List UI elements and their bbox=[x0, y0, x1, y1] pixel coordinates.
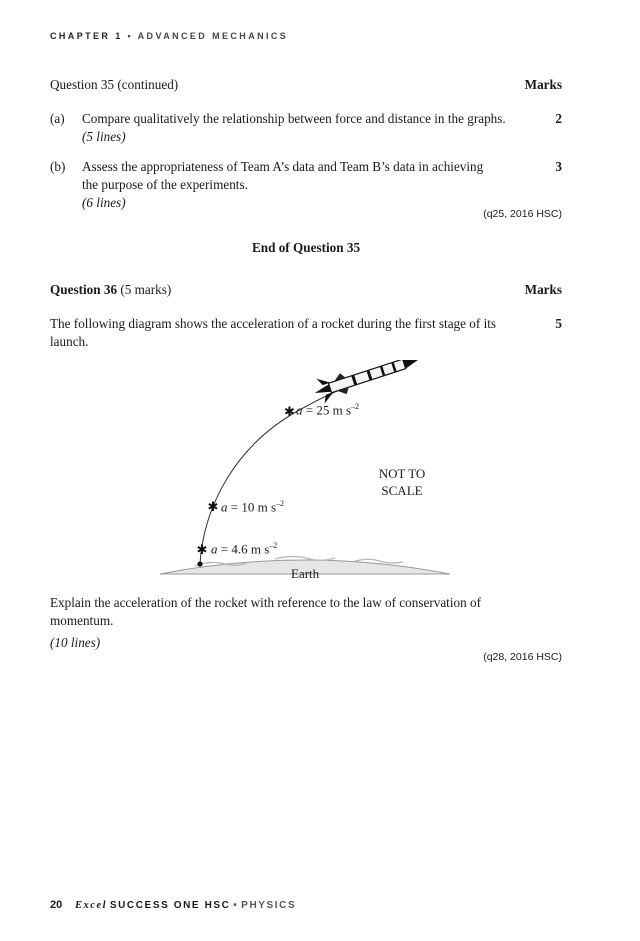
part-b-text-line1: Assess the appropriateness of Team A’s data and Team B’s data in achieving bbox=[82, 159, 484, 174]
q35-end: End of Question 35 bbox=[251, 240, 361, 255]
accel-label-top bbox=[296, 402, 359, 418]
not-to-scale-line2: SCALE bbox=[381, 483, 423, 498]
part-a-text: Compare qualitatively the relationship between force and distance in the graphs. bbox=[82, 111, 506, 126]
accel-mid-value: = 10 m s bbox=[227, 499, 277, 515]
part-a-marks: 2 bbox=[555, 111, 562, 126]
accel-mid-exponent: –2 bbox=[276, 499, 285, 508]
q35-part-b bbox=[50, 158, 562, 212]
accel-top-value: = 25 m s bbox=[302, 402, 352, 418]
footer-series: SUCCESS ONE HSC bbox=[109, 900, 231, 911]
brand-excel: Excel bbox=[75, 900, 108, 911]
q35-title: Question 35 (continued) bbox=[50, 77, 179, 92]
footer-separator: • bbox=[233, 900, 239, 911]
q36-intro-line1: The following diagram shows the acceleration of a rocket during the first stage of its bbox=[50, 316, 497, 331]
part-b-label: (b) bbox=[50, 159, 66, 174]
q36-intro bbox=[50, 315, 562, 351]
page-number: 20 bbox=[50, 899, 63, 911]
q35-marks-label: Marks bbox=[524, 77, 562, 92]
q36-title-marks: (5 marks) bbox=[117, 282, 172, 297]
q35-header bbox=[50, 76, 562, 94]
part-a-label: (a) bbox=[50, 111, 65, 126]
accel-low-exponent: –2 bbox=[269, 541, 278, 550]
q36-lines: (10 lines) bbox=[50, 635, 101, 650]
q36-question bbox=[50, 594, 562, 630]
chapter-label: CHAPTER 1 bbox=[50, 31, 123, 41]
footer-subject: PHYSICS bbox=[241, 900, 297, 911]
rocket-icon bbox=[311, 360, 424, 405]
chapter-section-label: ADVANCED MECHANICS bbox=[137, 31, 289, 41]
not-to-scale-line1: NOT TO bbox=[378, 466, 426, 481]
q36-marks-label: Marks bbox=[524, 282, 562, 297]
rocket-diagram bbox=[155, 360, 465, 585]
earth-label: Earth bbox=[291, 566, 320, 581]
part-a-lines: (5 lines) bbox=[82, 129, 126, 144]
q36-intro-line2: launch. bbox=[50, 334, 89, 349]
accel-top-symbol: a bbox=[296, 402, 303, 418]
q36-header bbox=[50, 281, 562, 299]
q36-question-line1: Explain the acceleration of the rocket with reference to the law of conservation of bbox=[50, 595, 481, 610]
part-b-text-line2: the purpose of the experiments. bbox=[82, 177, 248, 192]
marker-top-icon: ✱ bbox=[284, 405, 295, 420]
launch-point bbox=[197, 561, 202, 566]
accel-label-low bbox=[211, 541, 277, 557]
page-footer bbox=[50, 899, 296, 911]
marker-mid-icon: ✱ bbox=[207, 500, 219, 515]
accel-label-mid bbox=[221, 499, 284, 515]
part-b-marks: 3 bbox=[555, 159, 562, 174]
accel-top-exponent: –2 bbox=[351, 402, 360, 411]
marker-low-icon: ✱ bbox=[196, 543, 208, 558]
q35-part-a bbox=[50, 110, 562, 146]
running-header bbox=[50, 31, 288, 41]
q36-question-line2: momentum. bbox=[50, 613, 114, 628]
q36-marks: 5 bbox=[555, 316, 562, 331]
q36-title: Question 36 bbox=[50, 282, 118, 297]
accel-mid-symbol: a bbox=[221, 499, 228, 515]
q36-source: (q28, 2016 HSC) bbox=[483, 651, 562, 663]
q35-source: (q25, 2016 HSC) bbox=[483, 208, 562, 220]
header-separator: • bbox=[127, 31, 134, 41]
accel-low-value: = 4.6 m s bbox=[217, 541, 270, 557]
accel-low-symbol: a bbox=[211, 541, 218, 557]
part-b-lines: (6 lines) bbox=[82, 195, 126, 210]
